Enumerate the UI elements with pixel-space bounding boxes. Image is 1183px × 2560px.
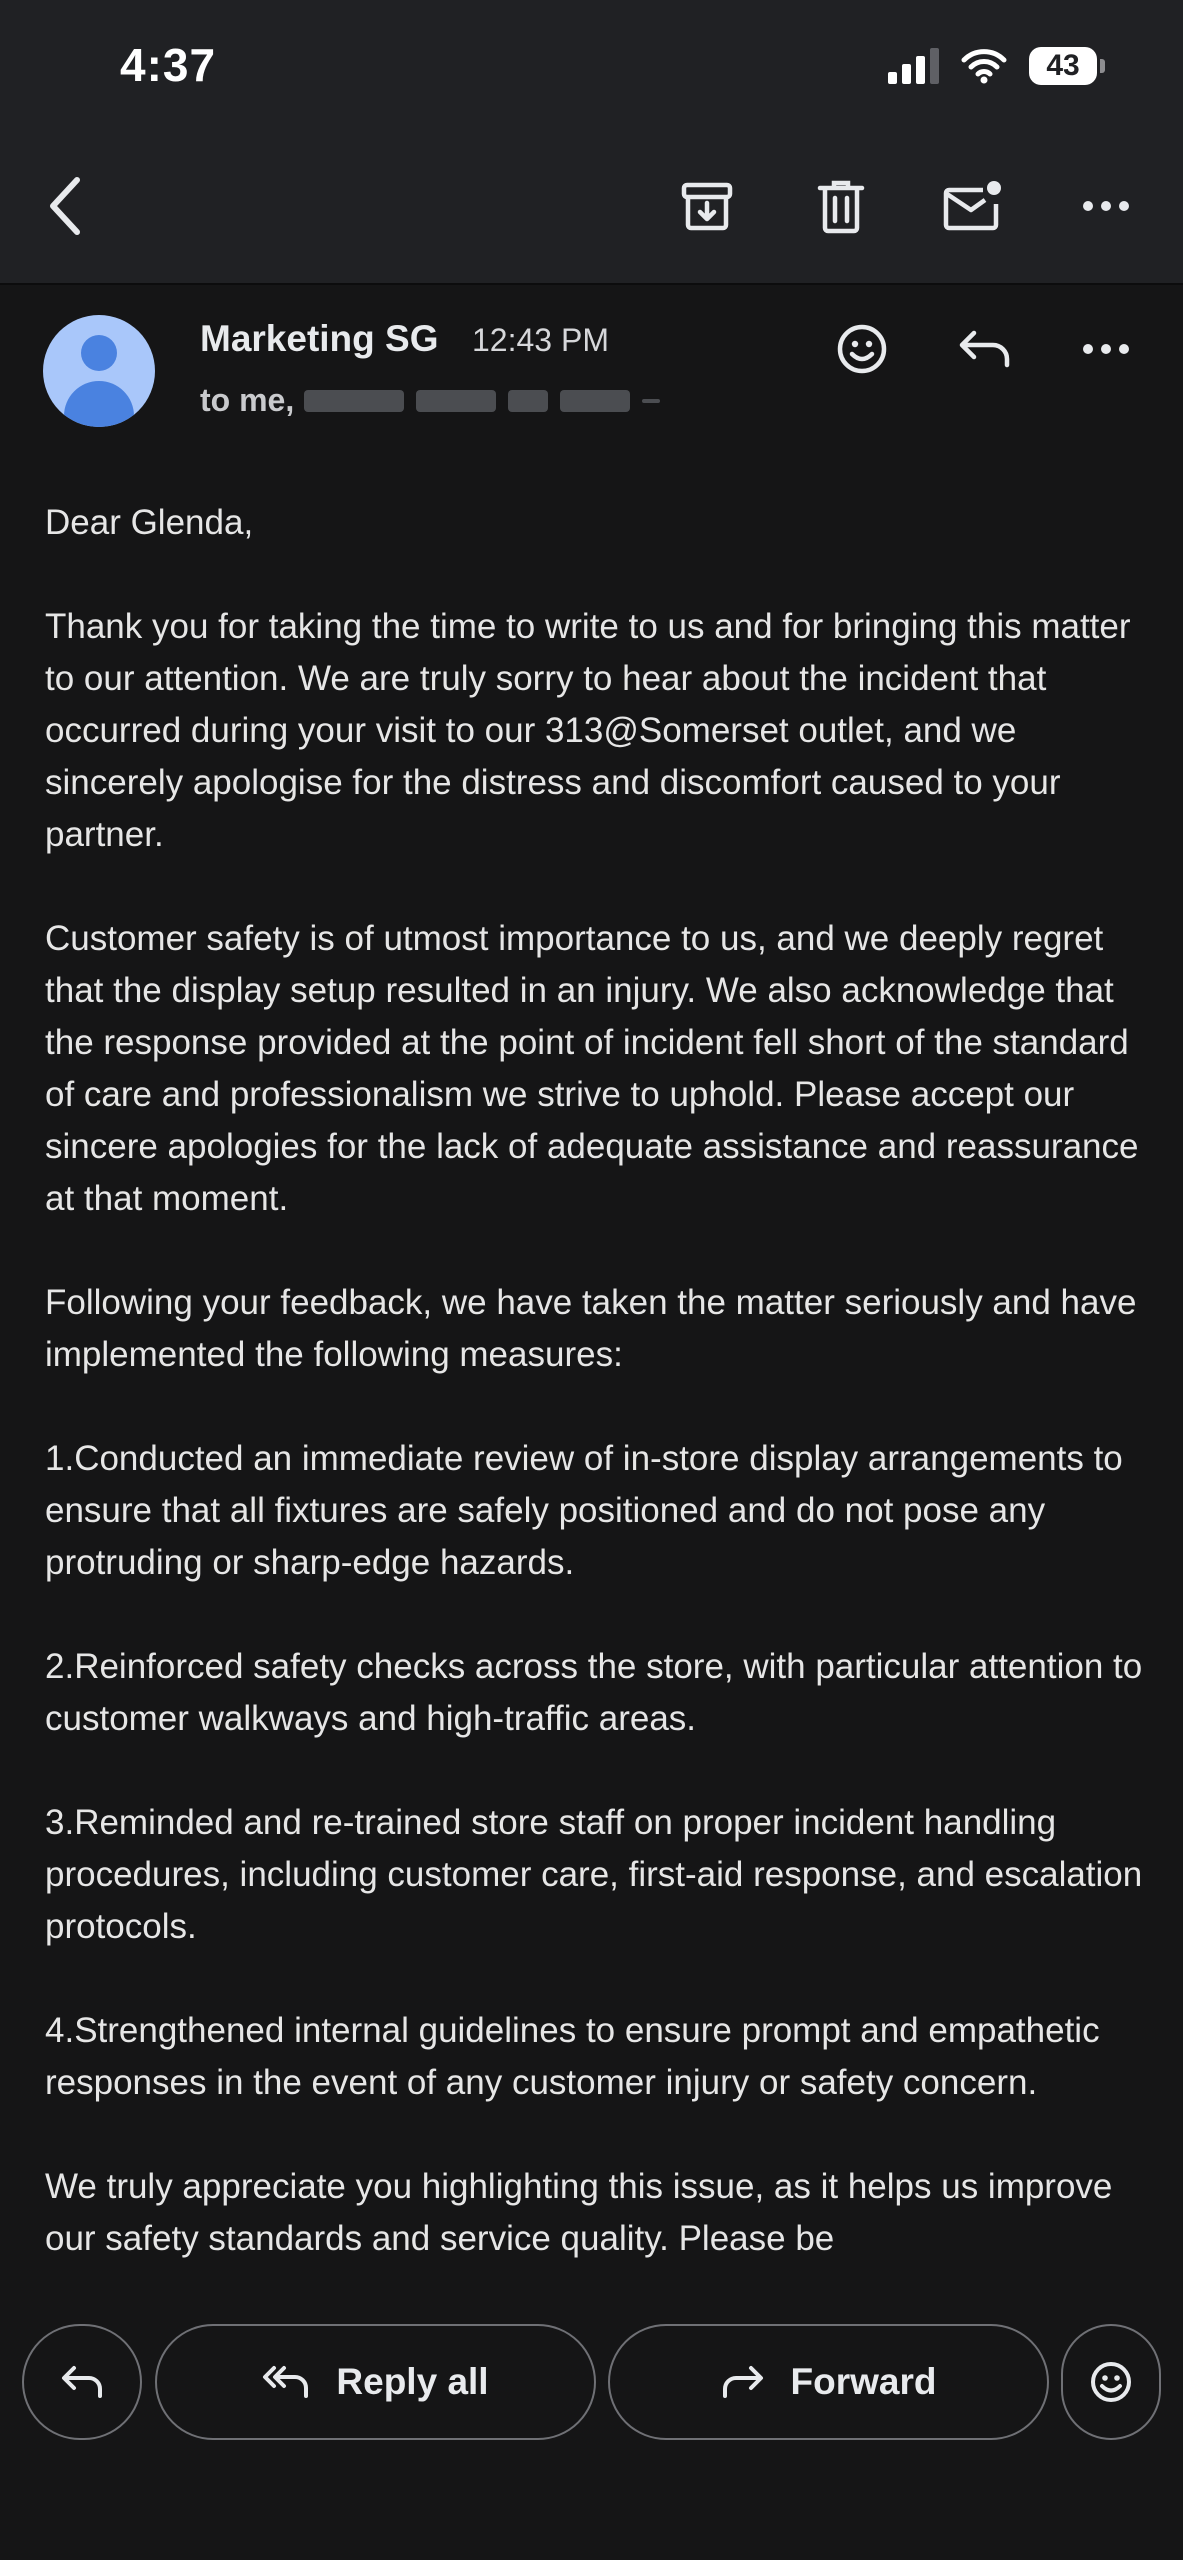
reply-button[interactable] (22, 2324, 142, 2440)
trash-icon (816, 178, 866, 234)
sender-avatar[interactable] (43, 315, 155, 427)
recipients-label: to me, (200, 382, 295, 418)
body-paragraph: 1.Conducted an immediate review of in-store display arrangements to ensure that all fixtures are safely positioned and do not pose any protruding or sharp-edge hazards. (45, 1439, 1123, 1582)
emoji-icon (1089, 2360, 1133, 2404)
reply-all-icon (262, 2365, 310, 2399)
mark-unread-button[interactable] (934, 166, 1014, 246)
forward-label: Forward (790, 2361, 937, 2402)
archive-button[interactable] (667, 166, 747, 246)
body-paragraph: 3.Reminded and re-trained store staff on proper incident handling procedures, including customer care, first-aid response, and escalation protocols. (45, 1803, 1143, 1946)
status-time: 4:37 (120, 39, 217, 91)
body-paragraph: Dear Glenda, (45, 503, 254, 542)
battery-icon (1029, 47, 1105, 85)
email-time: 12:43 PM (472, 322, 609, 358)
mail-unread-icon (943, 178, 1005, 234)
archive-icon (680, 179, 734, 233)
body-paragraph: We truly appreciate you highlighting this issue, as it helps us improve our safety standards and service quality. Please be (45, 2167, 1113, 2258)
cellular-signal-icon (888, 48, 939, 84)
body-paragraph: 2.Reinforced safety checks across the store, with particular attention to customer walkways and high-traffic areas. (45, 1647, 1143, 1738)
top-bar (0, 0, 1183, 285)
more-horizontal-icon (1082, 343, 1130, 355)
body-paragraph: 4.Strengthened internal guidelines to ensure prompt and empathetic responses in the event of any customer injury or safety concern. (45, 2011, 1100, 2102)
recipients[interactable] (200, 382, 660, 419)
react-button[interactable] (1061, 2324, 1161, 2440)
email-body (45, 497, 1150, 2294)
recipients-redacted (304, 390, 660, 412)
back-button[interactable] (30, 166, 100, 246)
reply-button[interactable] (944, 309, 1024, 389)
forward-button[interactable] (608, 2324, 1049, 2440)
body-paragraph: Thank you for taking the time to write to us and for bringing this matter to our attention. We are truly sorry to hear about the incident that occurred during your visit to our 313@Somerset outlet, and we sincerely apologise for the distress and discomfort caused to your partner. (45, 607, 1131, 854)
bottom-action-bar (0, 2294, 1183, 2560)
emoji-icon (836, 323, 888, 375)
body-paragraph: Customer safety is of utmost importance to us, and we deeply regret that the display setup resulted in an injury. We also acknowledge that the response provided at the point of incident fell short of the standard of care and professionalism we strive to uphold. Please accept our sincere apologies for the lack of adequate assistance and reassurance at that moment. (45, 919, 1139, 1218)
status-icons (888, 44, 1105, 88)
more-horizontal-icon (1082, 200, 1130, 212)
reply-icon (60, 2365, 104, 2399)
reply-all-label: Reply all (336, 2361, 489, 2402)
sender-name: Marketing SG (200, 318, 439, 359)
chevron-left-icon (45, 176, 85, 236)
more-options-button[interactable] (1066, 166, 1146, 246)
reply-icon (957, 329, 1011, 369)
reply-all-button[interactable] (155, 2324, 596, 2440)
add-reaction-button[interactable] (822, 309, 902, 389)
forward-icon (721, 2365, 765, 2399)
message-more-button[interactable] (1066, 309, 1146, 389)
delete-button[interactable] (801, 166, 881, 246)
body-paragraph: Following your feedback, we have taken the matter seriously and have implemented the following measures: (45, 1283, 1137, 1374)
wifi-icon (961, 48, 1007, 84)
battery-level: 43 (1029, 47, 1097, 85)
